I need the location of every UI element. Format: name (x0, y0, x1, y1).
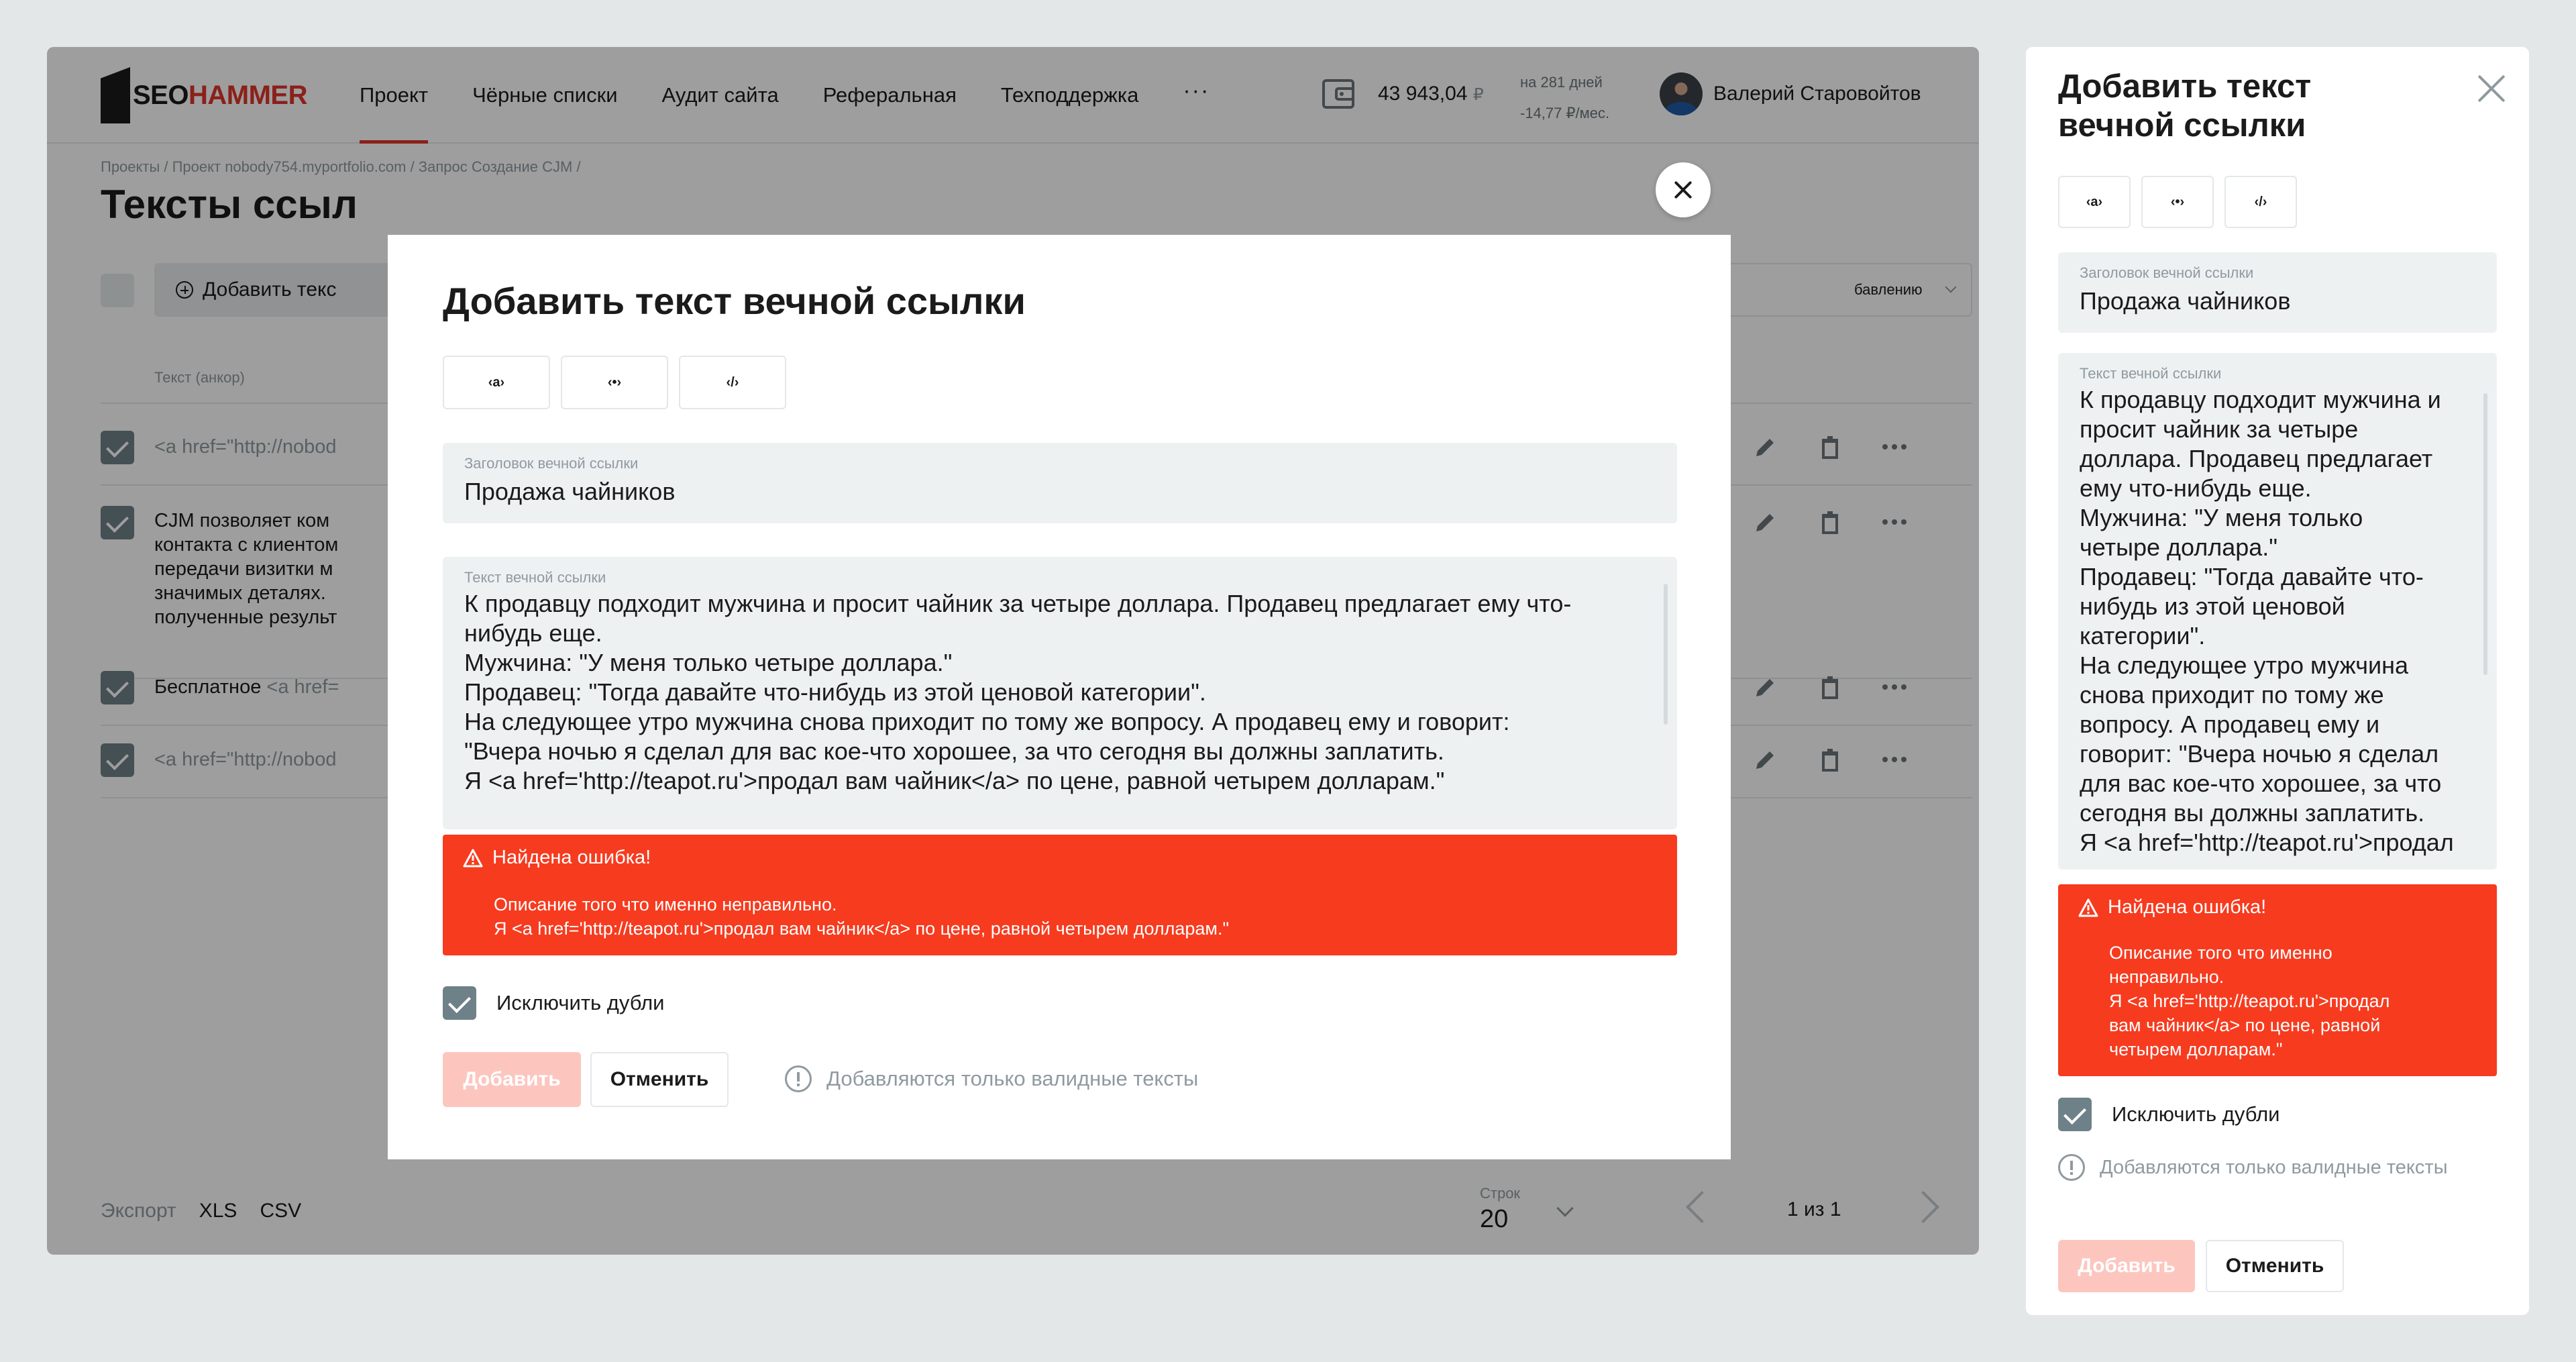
validity-hint (785, 1065, 1198, 1092)
permalink-title-field[interactable] (2058, 252, 2497, 333)
row-anchor: <a href="http://nobod (154, 749, 337, 770)
warning-icon (2078, 898, 2098, 917)
exclude-duplicates-label: Исключить дубли (2112, 1102, 2280, 1126)
validity-hint-text: Добавляются только валидные тексты (826, 1067, 1199, 1090)
side-panel-title: Добавить текст вечной ссылки (2058, 68, 2312, 144)
insert-link-tag-button[interactable]: ‹a› (443, 356, 550, 409)
field-label: Заголовок вечной ссылки (2080, 264, 2254, 281)
days-left: на 281 дней (1520, 74, 1603, 91)
exclude-duplicates-checkbox[interactable] (443, 986, 476, 1020)
page-info: 1 из 1 (1787, 1198, 1841, 1220)
side-panel (2026, 47, 2529, 1315)
error-alert (443, 835, 1677, 955)
nav-referral[interactable]: Реферальная (822, 83, 957, 107)
close-icon[interactable] (2471, 68, 2512, 109)
export-label: Экспорт (101, 1200, 176, 1222)
modal-title: Добавить текст вечной ссылки (443, 280, 1026, 322)
field-text: К продавцу подходит мужчина и просит чайник за четыре доллара. Продавец предлагает ему что-нибудь еще. Мужчина: "У меня только четыре доллара." Продавец: "Тогда давайте что- нибудь из этой ценовой категории". На следующее утро мужчина снова приходит по тому же вопросу. А продавец ему и говорит: "Вчера ночью я сделал для вас кое-что хорошее, за что сегодня вы должны заплатить. Я <a href='http://teapot.ru'>продал (2080, 386, 2454, 856)
insert-anchor-tag-button[interactable]: ‹•› (2141, 176, 2214, 228)
nav-more-icon[interactable]: ··· (1183, 77, 1210, 103)
validity-hint-text: Добавляются только валидные тексты (2100, 1156, 2448, 1178)
cancel-button[interactable]: Отменить (2206, 1240, 2344, 1292)
error-title: Найдена ошибка! (2108, 896, 2267, 918)
per-month: -14,77 ₽/мес. (1520, 105, 1610, 121)
page-title: Тексты ссыл (101, 182, 358, 227)
validity-hint (2058, 1154, 2448, 1181)
column-header-text: Текст (анкор) (154, 369, 245, 386)
tag-toolbar (443, 356, 786, 409)
rows-value: 20 (1480, 1205, 1509, 1233)
cancel-button[interactable]: Отменить (590, 1052, 729, 1107)
main-window (47, 47, 1979, 1255)
info-icon (785, 1065, 812, 1092)
remove-tag-button[interactable]: ‹/› (2224, 176, 2297, 228)
error-description: Описание того что именно неправильно. (2109, 943, 2332, 987)
info-icon (2058, 1154, 2085, 1181)
error-detail: Я <a href='http://teapot.ru'>продал вам чайник</a> по цене, равной четырем долларам." (2109, 991, 2390, 1059)
nav-support[interactable]: Техподдержка (1000, 83, 1139, 107)
field-label: Текст вечной ссылки (464, 569, 606, 586)
add-text-label: Добавить текс (203, 278, 337, 301)
field-label: Текст вечной ссылки (2080, 365, 2222, 382)
add-button[interactable]: Добавить (2058, 1240, 2195, 1292)
close-icon (1656, 162, 1711, 217)
row-text-line: значимых деталях. (154, 582, 326, 604)
export-xls-link[interactable]: XLS (199, 1200, 237, 1222)
row-text-line: контакта с клиентом (154, 534, 339, 556)
balance-value: 43 943,04 (1378, 83, 1468, 105)
error-detail: Я <a href='http://teapot.ru'>продал вам чайник</a> по цене, равной четырем долларам." (494, 919, 1230, 939)
exclude-duplicates[interactable] (2058, 1098, 2279, 1131)
row-anchor: <a href= (261, 676, 339, 698)
insert-anchor-tag-button[interactable]: ‹•› (561, 356, 668, 409)
scrollbar[interactable] (2483, 393, 2487, 675)
row-anchor: <a href="http://nobod (154, 436, 337, 458)
exclude-duplicates[interactable] (443, 986, 664, 1020)
error-header (2078, 896, 2266, 919)
export-csv-link[interactable]: CSV (260, 1200, 302, 1222)
logo-text-hammer: HAMMER (188, 80, 307, 110)
tag-toolbar (2058, 176, 2297, 228)
error-alert (2058, 884, 2497, 1076)
field-value: Продажа чайников (464, 478, 676, 505)
permalink-title-field[interactable] (443, 443, 1677, 523)
field-value: Продажа чайников (2080, 287, 2291, 315)
error-description: Описание того что именно неправильно. (494, 894, 837, 914)
row-text-line: CJM позволяет ком (154, 510, 330, 531)
remove-tag-button[interactable]: ‹/› (679, 356, 786, 409)
row-text-value: Бесплатное (154, 676, 262, 698)
nav-site-audit[interactable]: Аудит сайта (661, 83, 779, 107)
row-text-line: передачи визитки м (154, 558, 333, 580)
permalink-text-field[interactable] (2058, 353, 2497, 870)
rows-label: Строк (1480, 1185, 1521, 1202)
insert-link-tag-button[interactable]: ‹a› (2058, 176, 2131, 228)
row-text-line: полученные результ (154, 607, 337, 628)
permalink-text-field[interactable] (443, 557, 1677, 829)
warning-icon (463, 849, 483, 868)
exclude-duplicates-label: Исключить дубли (496, 991, 665, 1014)
user-name: Валерий Старовойтов (1713, 83, 1921, 105)
breadcrumb[interactable]: Проекты / Проект nobody754.myportfolio.com / Запрос Создание CJM / (101, 158, 581, 175)
sort-label: бавлению (1854, 281, 1923, 298)
add-button[interactable]: Добавить (443, 1052, 581, 1107)
scrollbar[interactable] (1664, 584, 1668, 725)
nav-blacklists[interactable]: Чёрные списки (472, 83, 618, 107)
field-label: Заголовок вечной ссылки (464, 455, 639, 472)
close-modal-button[interactable] (1656, 162, 1711, 217)
nav-project[interactable]: Проект (360, 47, 428, 144)
logo-text-seo: SEO (133, 80, 189, 110)
error-header (463, 847, 651, 869)
exclude-duplicates-checkbox[interactable] (2058, 1098, 2092, 1131)
error-title: Найдена ошибка! (492, 847, 651, 868)
add-permalink-modal (388, 235, 1731, 1159)
field-text: К продавцу подходит мужчина и просит чайник за четыре доллара. Продавец предлагает ему что- нибудь еще. Мужчина: "У меня только четыре доллара." Продавец: "Тогда давайте что-нибудь из этой ценовой категории". На следующее утро мужчина снова приходит по тому же вопросу. А продавец ему и говорит: "Вчера ночью я сделал для вас кое-что хорошее, за что сегодня вы должны заплатить. Я <a href='http://teapot.ru'>продал вам чайник</a> по цене, равной четырем долларам." (464, 590, 1572, 794)
balance-currency: ₽ (1472, 85, 1484, 104)
